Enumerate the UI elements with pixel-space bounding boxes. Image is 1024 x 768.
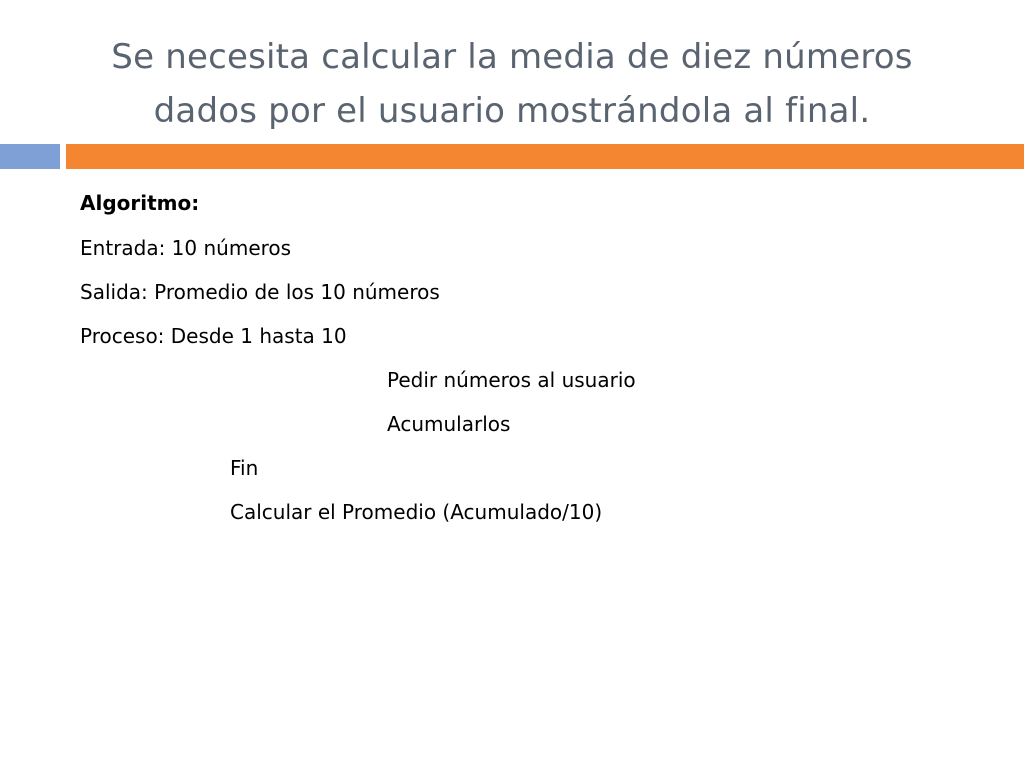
calculate-average-line: Calcular el Promedio (Acumulado/10) [230, 500, 603, 524]
algorithm-heading: Algoritmo: [80, 191, 200, 215]
process-line: Proceso: Desde 1 hasta 10 [80, 324, 347, 348]
title-line-1: Se necesita calcular la media de diez números [111, 37, 913, 77]
ask-numbers-line: Pedir números al usuario [387, 368, 636, 392]
accumulate-line: Acumularlos [387, 412, 511, 436]
end-line: Fin [230, 456, 259, 480]
accent-bar-blue [0, 144, 60, 169]
slide-title [40, 30, 984, 138]
input-line: Entrada: 10 números [80, 236, 292, 260]
accent-bar-orange [66, 144, 1024, 169]
title-line-2: dados por el usuario mostrándola al final. [153, 91, 871, 131]
output-line: Salida: Promedio de los 10 números [80, 280, 440, 304]
